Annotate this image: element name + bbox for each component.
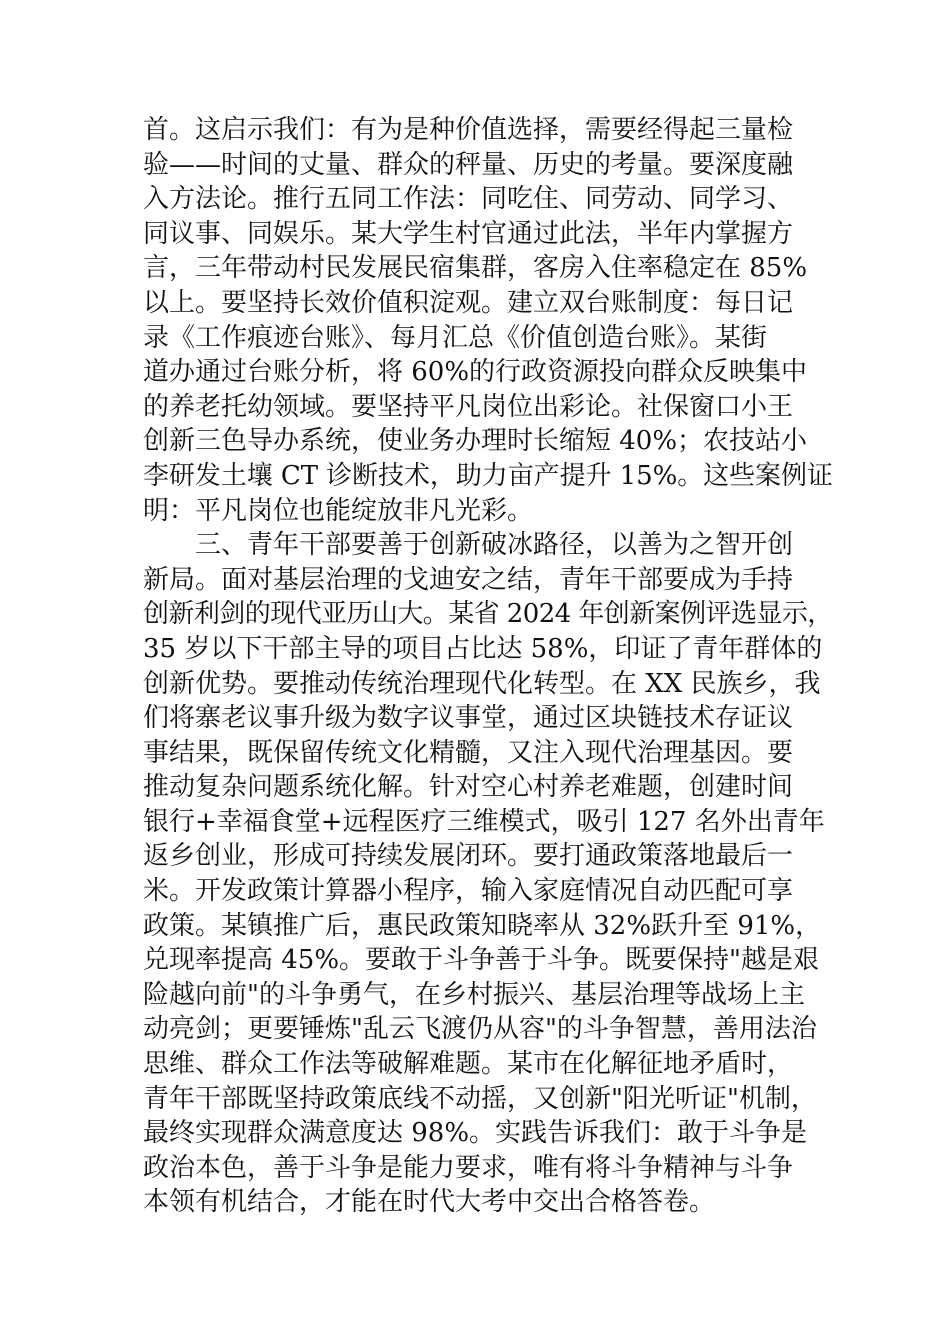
text-line: 三、青年干部要善于创新破冰路径，以善为之智开创 <box>143 530 794 561</box>
text-line: 新局。面对基层治理的戈迪安之结，青年干部要成为手持 <box>143 564 794 595</box>
text-line: 录《工作痕迹台账》、每月汇总《价值创造台账》。某街 <box>143 322 768 353</box>
text-line: 明：平凡岗位也能绽放非凡光彩。 <box>143 495 534 526</box>
text-line: 验——时间的丈量、群众的秤量、历史的考量。要深度融 <box>143 149 794 180</box>
text-line: 道办通过台账分析，将 60%的行政资源投向群众反映集中 <box>143 357 808 388</box>
text-line: 的养老托幼领域。要坚持平凡岗位出彩论。社保窗口小王 <box>143 391 794 422</box>
text-line: 同议事、同娱乐。某大学生村官通过此法，半年内掌握方 <box>143 218 794 249</box>
text-line: 入方法论。推行五同工作法：同吃住、同劳动、同学习、 <box>143 184 794 215</box>
text-line: 事结果，既保留传统文化精髓，又注入现代治理基因。要 <box>143 737 794 768</box>
text-line: 们将寨老议事升级为数字议事堂，通过区块链技术存证议 <box>143 703 794 734</box>
text-line: 银行+幸福食堂+远程医疗三维模式，吸引 127 名外出青年 <box>143 806 825 837</box>
text-line: 以上。要坚持长效价值积淀观。建立双台账制度：每日记 <box>143 287 794 318</box>
text-line: 本领有机结合，才能在时代大考中交出合格答卷。 <box>143 1187 716 1218</box>
text-line: 米。开发政策计算器小程序，输入家庭情况自动匹配可享 <box>143 876 794 907</box>
text-line: 创新优势。要推动传统治理现代化转型。在 XX 民族乡，我 <box>143 668 821 699</box>
text-line: 兑现率提高 45%。要敢于斗争善于斗争。既要保持"越是艰 <box>143 945 820 976</box>
text-line: 思维、群众工作法等破解难题。某市在化解征地矛盾时， <box>143 1049 794 1080</box>
text-line: 最终实现群众满意度达 98%。实践告诉我们：敢于斗争是 <box>143 1118 808 1149</box>
text-line: 政治本色，善于斗争是能力要求，唯有将斗争精神与斗争 <box>143 1152 794 1183</box>
text-line: 创新利剑的现代亚历山大。某省 2024 年创新案例评选显示， <box>143 599 833 630</box>
body-text <box>143 113 833 1220</box>
text-line: 动亮剑；更要锤炼"乱云飞渡仍从容"的斗争智慧，善用法治 <box>143 1014 817 1045</box>
text-line: 35 岁以下干部主导的项目占比达 58%，印证了青年群体的 <box>143 633 823 664</box>
text-line: 青年干部既坚持政策底线不动摇，又创新"阳光听证"机制， <box>143 1083 817 1114</box>
text-line: 返乡创业，形成可持续发展闭环。要打通政策落地最后一 <box>143 841 794 872</box>
text-line: 险越向前"的斗争勇气，在乡村振兴、基层治理等战场上主 <box>143 979 805 1010</box>
text-line: 言，三年带动村民发展民宿集群，客房入住率稳定在 85% <box>143 253 808 284</box>
text-line: 李研发土壤 CT 诊断技术，助力亩产提升 15%。这些案例证 <box>143 460 833 491</box>
text-line: 首。这启示我们：有为是种价值选择，需要经得起三量检 <box>143 115 794 145</box>
text-line: 政策。某镇推广后，惠民政策知晓率从 32%跃升至 91%， <box>143 910 822 941</box>
text-line: 创新三色导办系统，使业务办理时长缩短 40%；农技站小 <box>143 426 808 457</box>
text-line: 推动复杂问题系统化解。针对空心村养老难题，创建时间 <box>143 772 794 803</box>
